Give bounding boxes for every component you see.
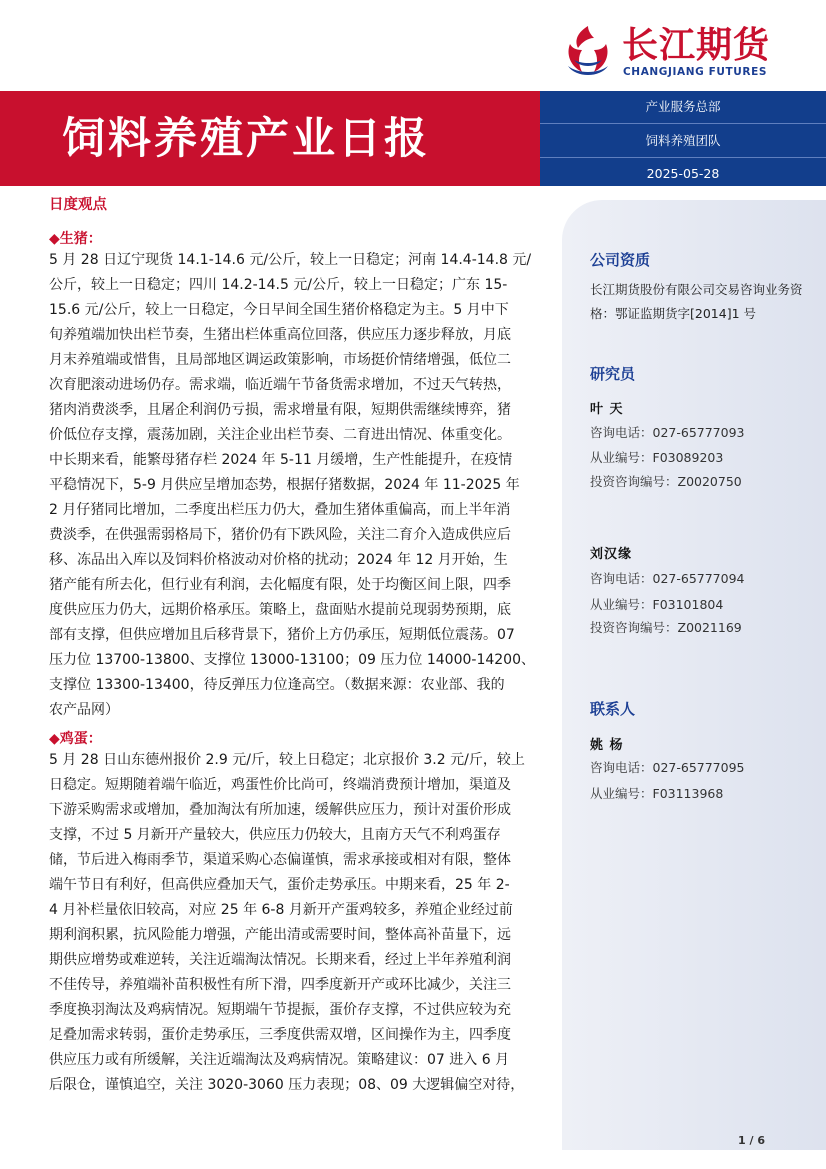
egg-heading: ◆鸡蛋： — [49, 731, 102, 747]
researcher-license: 从业编号：F03089203 — [590, 450, 724, 465]
text-line: 5 月 28 日山东德州报价 2.9 元/斤，较上日稳定；北京报价 3.2 元/斤，较上 — [49, 752, 525, 768]
text-line: 支撑，不过 5 月新开产量较大，供应压力仍较大，且南方天气不利鸡蛋存 — [49, 827, 501, 843]
text-line: 15.6 元/公斤，较上一日稳定，今日早间全国生猪价格稳定为主。5 月中下 — [49, 302, 509, 318]
text-line: 月末养殖端或惜售，且局部地区调运政策影响，市场挺价情绪增强，低位二 — [49, 352, 511, 368]
researcher-license: 从业编号：F03101804 — [590, 597, 724, 612]
report-title: 饲料养殖产业日报 — [62, 114, 430, 164]
researcher-name: 刘汉缘 — [590, 547, 633, 562]
meta-divider — [540, 123, 826, 124]
hog-heading: ◆生猪： — [49, 231, 102, 247]
logo-chinese-name: 长江期货 — [622, 25, 771, 66]
text-line: 度供应压力仍大，远期价格承压。策略上，盘面贴水提前兑现弱势预期，底 — [49, 602, 511, 618]
text-line: 2 月仔猪同比增加，二季度出栏压力仍大，叠加生猪体重偏高，而上半年消 — [49, 502, 511, 518]
text-line: 日稳定。短期随着端午临近，鸡蛋性价比尚可，终端消费预计增加，渠道及 — [49, 777, 511, 793]
text-line: 压力位 13700-13800、支撑位 13000-13100；09 压力位 14000-14200、 — [49, 652, 535, 668]
qualification-text: 长江期货股份有限公司交易咨询业务资格：鄂证监期货字[2014]1 号 — [590, 282, 803, 321]
text-line: 4 月补栏量依旧较高，对应 25 年 6-8 月新开产蛋鸡较多，养殖企业经过前 — [49, 902, 513, 918]
text-line: 公斤，较上一日稳定；四川 14.2-14.5 元/公斤，较上一日稳定；广东 15- — [49, 277, 508, 293]
text-line: 5 月 28 日辽宁现货 14.1-14.6 元/公斤，较上一日稳定；河南 14.4-14.8 元/ — [49, 252, 532, 268]
text-line: 后限仓，谨慎追空，关注 3020-3060 压力表现；08、09 大逻辑偏空对待， — [49, 1077, 525, 1093]
meta-team: 饲料养殖团队 — [645, 133, 721, 148]
researcher-advisory-id: 投资咨询编号：Z0020750 — [590, 474, 742, 489]
contact-heading: 联系人 — [590, 700, 636, 718]
text-line: 季度换羽淘汰及鸡病情况。短期端午节提振，蛋价存支撑，不过供应较为充 — [49, 1002, 511, 1018]
text-line: 下游采购需求或增加，叠加淘汰有所加速，缓解供应压力，预计对蛋价形成 — [49, 802, 511, 818]
meta-date: 2025-05-28 — [646, 166, 720, 181]
researcher-name: 叶 天 — [590, 402, 624, 417]
egg-paragraph — [49, 748, 537, 1098]
researcher-phone: 咨询电话：027-65777094 — [590, 571, 745, 586]
text-line: 支撑位 13300-13400，待反弹压力位逢高空。（数据来源：农业部、我的 — [49, 677, 505, 693]
text-line: 供应压力或有所缓解，关注近端淘汰及鸡病情况。策略建议：07 进入 6 月 — [49, 1052, 510, 1068]
hog-paragraph — [49, 248, 537, 723]
text-line: 平稳情况下，5-9 月供应呈增加态势，根据仔猪数据，2024 年 11-2025 年 — [49, 477, 520, 493]
logo-mark-icon — [560, 22, 616, 80]
contact-phone: 咨询电话：027-65777095 — [590, 760, 745, 775]
text-line: 农产品网） — [49, 702, 119, 718]
text-line: 价低位存支撑，震荡加剧，关注企业出栏节奏、二育进出情况、体重变化。 — [49, 427, 511, 443]
researcher-advisory-id: 投资咨询编号：Z0021169 — [590, 620, 742, 635]
text-line: 期利润积累，抗风险能力增强，产能出清或需要时间，整体高补苗量下，远 — [49, 927, 511, 943]
text-line: 不佳传导，养殖端补苗积极性有所下滑，四季度新开产或环比减少，关注三 — [49, 977, 511, 993]
text-line: 猪产能有所去化，但行业有利润，去化幅度有限，处于均衡区间上限，四季 — [49, 577, 511, 593]
logo-english-name: CHANGJIANG FUTURES — [623, 66, 768, 78]
text-line: 端午节日有利好，但高供应叠加天气，蛋价走势承压。中期来看，25 年 2- — [49, 877, 510, 893]
text-line: 储，节后进入梅雨季节，渠道采购心态偏谨慎，需求承接或相对有限，整体 — [49, 852, 511, 868]
section-title: 日度观点 — [49, 197, 107, 213]
text-line: 足叠加需求转弱，蛋价走势承压，三季度供需双增，区间操作为主，四季度 — [49, 1027, 511, 1043]
researcher-heading: 研究员 — [590, 365, 636, 383]
text-line: 期供应增势或难逆转，关注近端淘汰情况。长期来看，经过上半年养殖利润 — [49, 952, 511, 968]
text-line: 费淡季，在供强需弱格局下，猪价仍有下跌风险，关注二育介入造成供应后 — [49, 527, 511, 543]
meta-department: 产业服务总部 — [645, 99, 721, 114]
text-line: 猪肉消费淡季，且屠企利润仍亏损，需求增量有限，短期供需继续博弈，猪 — [49, 402, 511, 418]
contact-name: 姚 杨 — [590, 738, 624, 753]
contact-license: 从业编号：F03113968 — [590, 786, 724, 801]
company-logo — [560, 22, 790, 82]
meta-divider — [540, 157, 826, 158]
text-line: 旬养殖端加快出栏节奏，生猪出栏体重高位回落，供应压力逐步释放，月底 — [49, 327, 511, 343]
qualification-heading: 公司资质 — [590, 251, 651, 269]
sidebar-panel — [562, 200, 826, 1150]
text-line: 中长期来看，能繁母猪存栏 2024 年 5-11 月缓增，生产性能提升，在疫情 — [49, 452, 513, 468]
page-number: 1 / 6 — [738, 1134, 765, 1147]
text-line: 次育肥滚动进场仍存。需求端，临近端午节备货需求增加，不过天气转热， — [49, 377, 511, 393]
researcher-phone: 咨询电话：027-65777093 — [590, 425, 745, 440]
text-line: 移、冻品出入库以及饲料价格波动对价格的扰动；2024 年 12 月开始，生 — [49, 552, 508, 568]
text-line: 部有支撑，但供应增加且后移背景下，猪价上方仍承压，短期低位震荡。07 — [49, 627, 515, 643]
